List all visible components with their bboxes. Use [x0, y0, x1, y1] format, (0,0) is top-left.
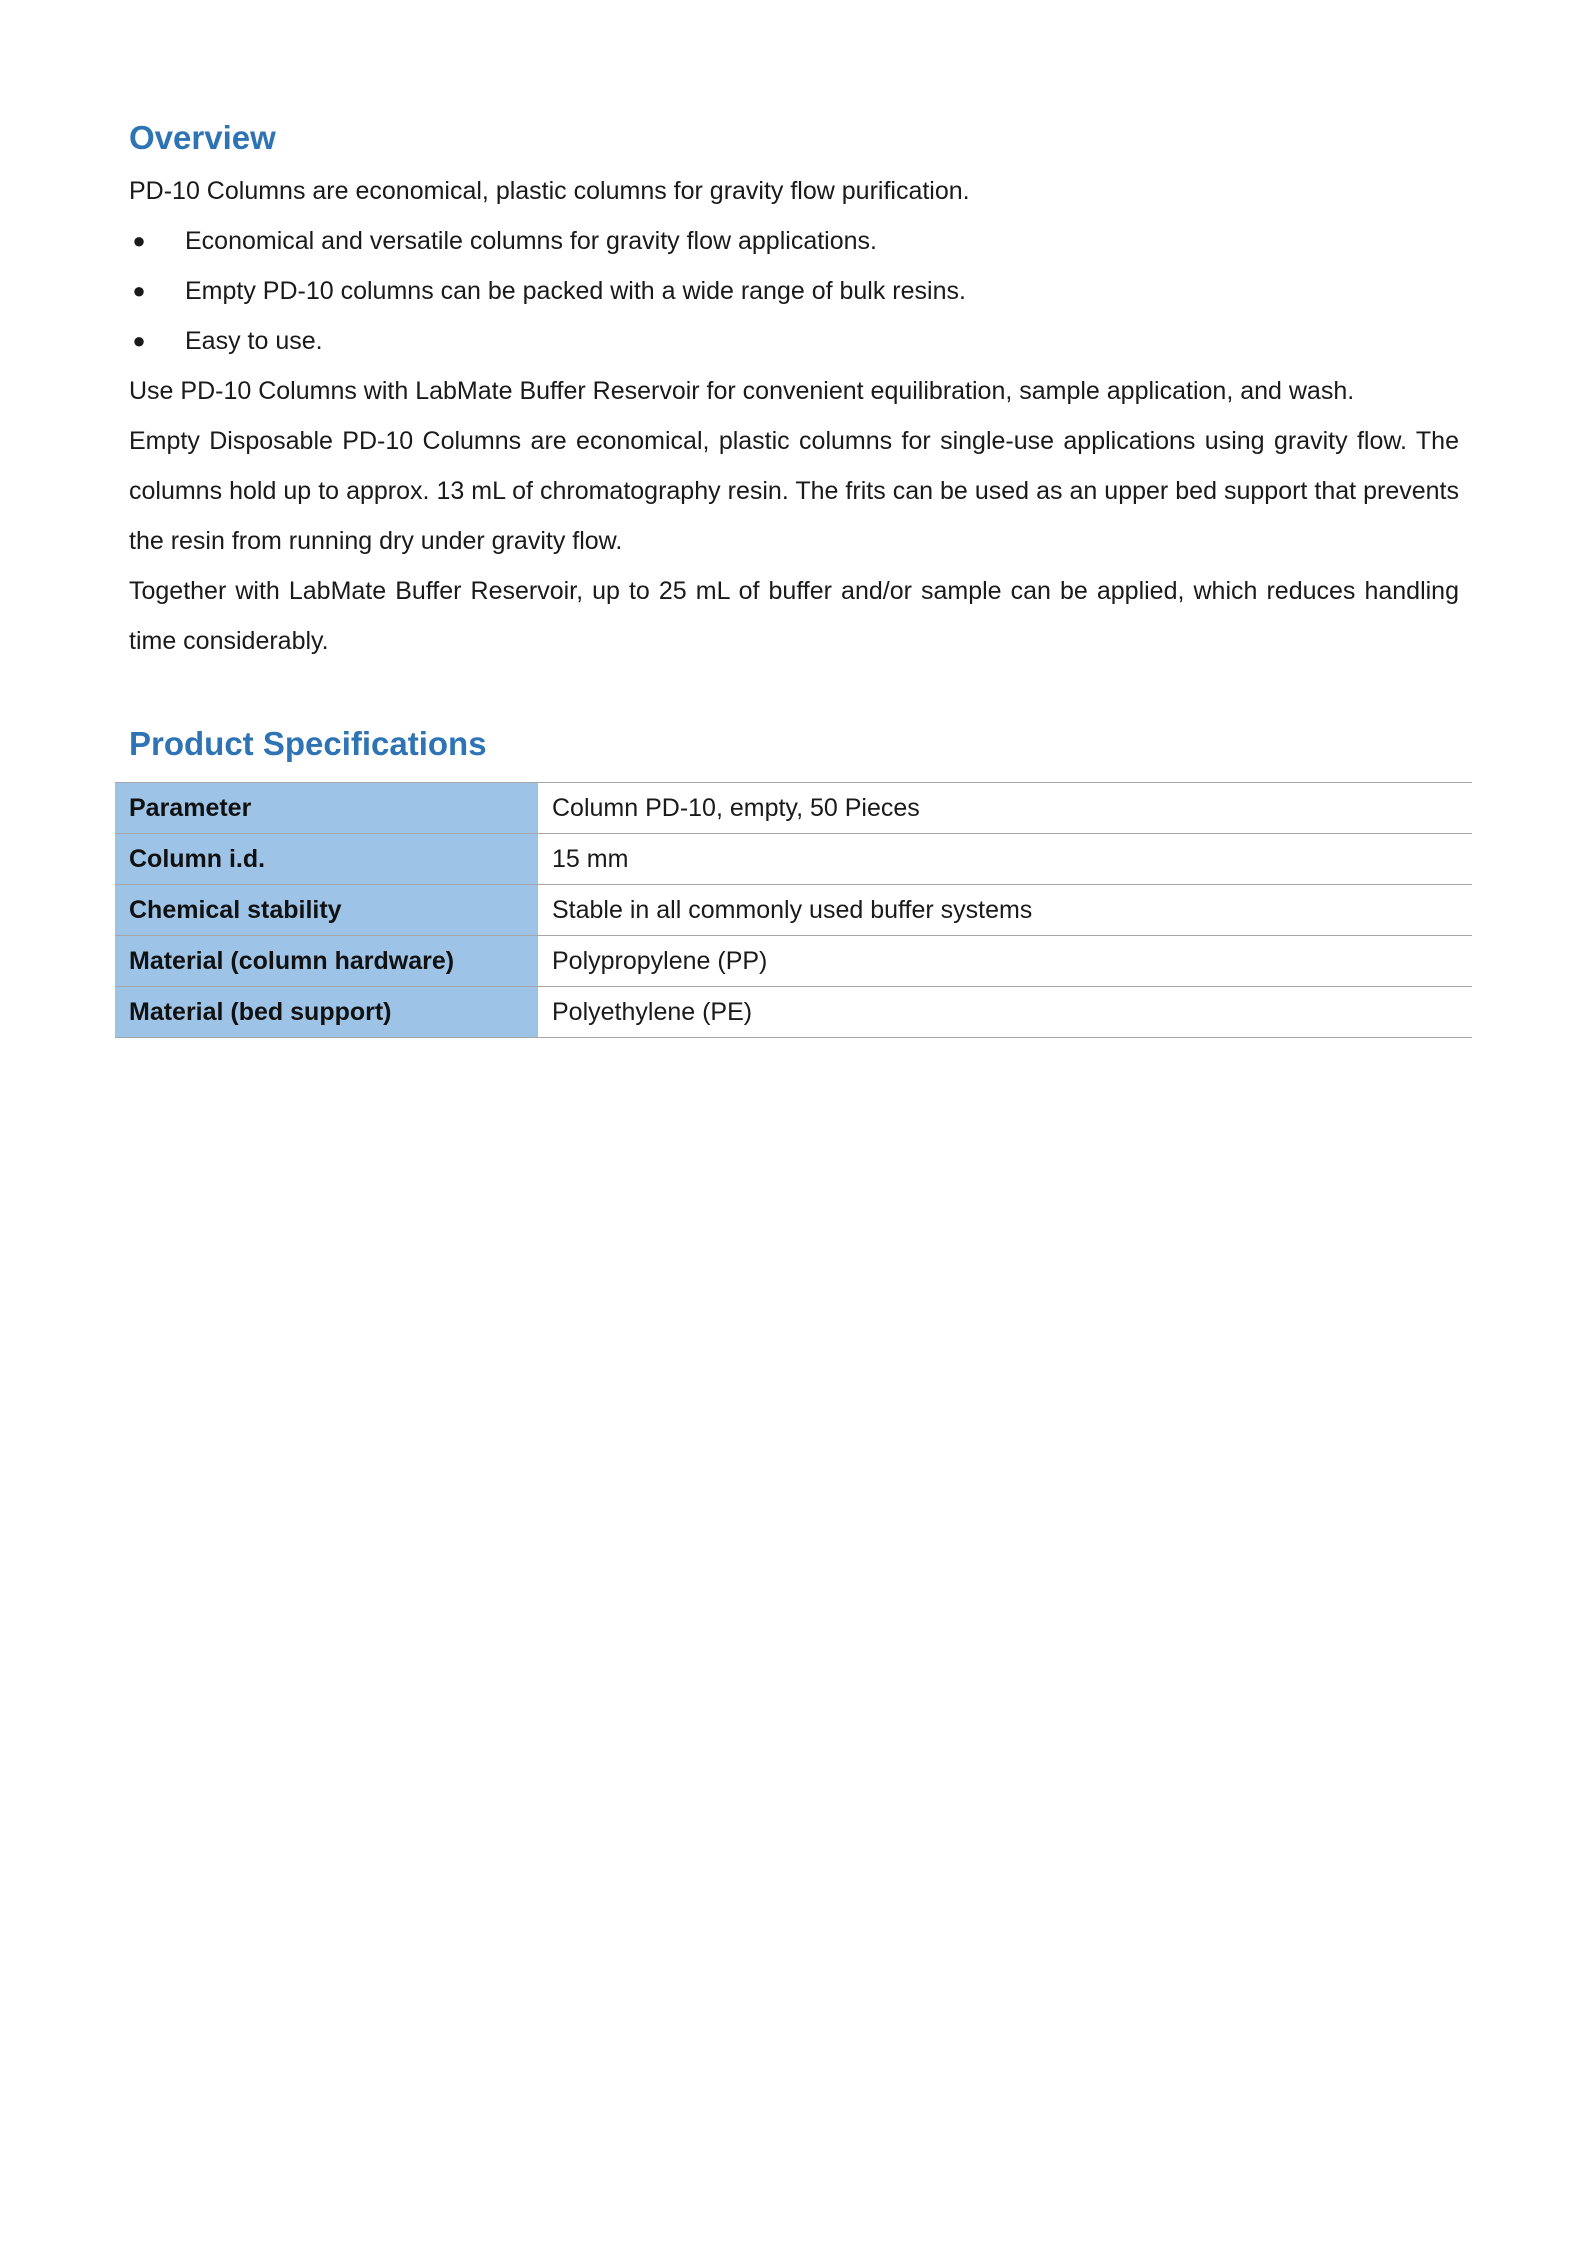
list-item: [129, 316, 1459, 366]
spec-value: Polyethylene (PE): [538, 987, 1472, 1038]
list-item-text: Empty PD-10 columns can be packed with a wide range of bulk resins.: [185, 277, 966, 305]
bullet-icon: ●: [132, 228, 146, 253]
list-item-text: Easy to use.: [185, 327, 323, 355]
table-row: [115, 783, 1472, 834]
spec-label: Material (column hardware): [115, 936, 538, 987]
spec-value: Polypropylene (PP): [538, 936, 1472, 987]
spec-label: Column i.d.: [115, 834, 538, 885]
list-item-text: Economical and versatile columns for gravity flow applications.: [185, 227, 877, 255]
overview-heading: Overview: [129, 119, 276, 156]
overview-intro: PD-10 Columns are economical, plastic columns for gravity flow purification.: [129, 177, 970, 205]
spec-value: 15 mm: [538, 834, 1472, 885]
bullet-icon: ●: [132, 278, 146, 303]
list-item: [129, 216, 1459, 266]
bullet-icon: ●: [132, 328, 146, 353]
document-content: [129, 110, 1459, 788]
table-row: [115, 885, 1472, 936]
together-paragraph: Together with LabMate Buffer Reservoir, up to 25 mL of buffer and/or sample can be applied, which reduces handling time considerably.: [129, 577, 1459, 655]
table-row: [115, 834, 1472, 885]
list-item: [129, 266, 1459, 316]
spec-value: Stable in all commonly used buffer systems: [538, 885, 1472, 936]
reservoir-paragraph: Use PD-10 Columns with LabMate Buffer Reservoir for convenient equilibration, sample application, and wash.: [129, 377, 1355, 405]
spec-label: Chemical stability: [115, 885, 538, 936]
specifications-heading: Product Specifications: [129, 725, 487, 762]
specifications-table: [115, 782, 1472, 1038]
spec-value: Column PD-10, empty, 50 Pieces: [538, 783, 1472, 834]
feature-list: [129, 216, 1459, 366]
empty-columns-paragraph: Empty Disposable PD-10 Columns are economical, plastic columns for single-use applications using gravity flow. The columns hold up to approx. 13 mL of chromatography resin. The frits can be used as an upper bed support that prevents the resin from running dry under gravity flow.: [129, 427, 1459, 555]
table-row: [115, 987, 1472, 1038]
spec-label: Parameter: [115, 783, 538, 834]
spec-label: Material (bed support): [115, 987, 538, 1038]
table-row: [115, 936, 1472, 987]
